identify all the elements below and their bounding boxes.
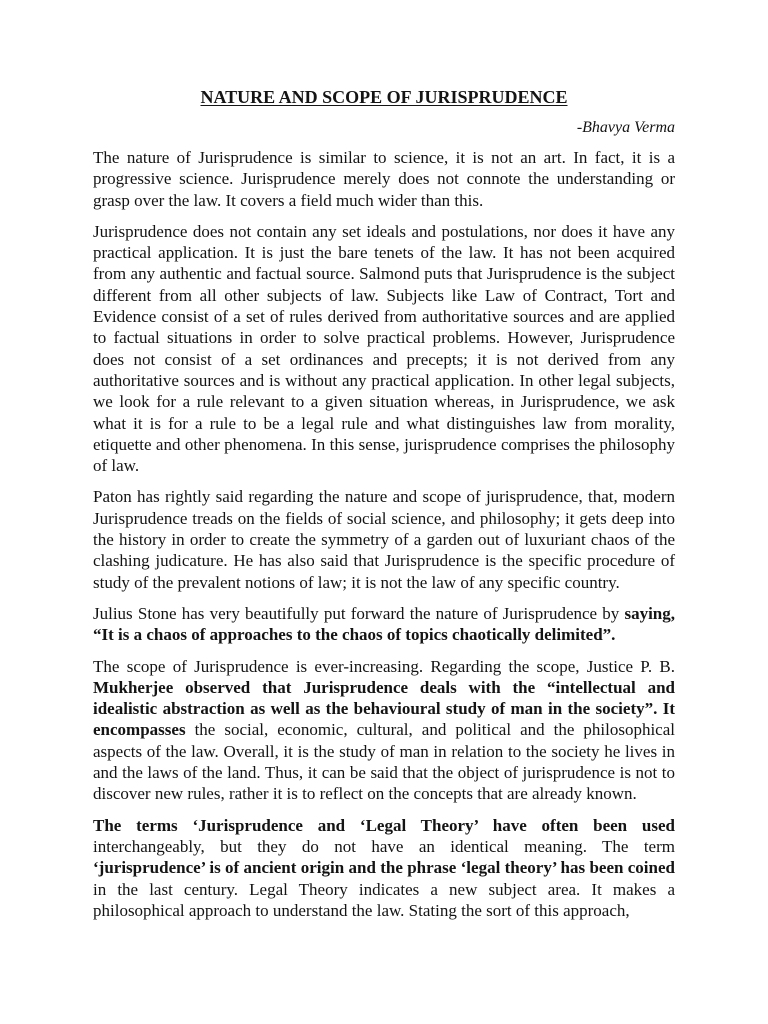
paragraph-text: Jurisprudence does not contain any set ideals and postulations, nor does it have any practical application. It is just the bare tenets of the law. It has not been acquired from any authentic and factual source. Salmond puts that Jurisprudence is the subject different from all other subjects of law. Subjects like Law of Contract, Tort and Evidence consist of a set of rules derived from authoritative sources and are applied to factual situations in order to solve practical problems. However, Jurisprudence does not consist of a set ordinances and precepts; it is not derived from any authoritative sources and is without any practical application. In other legal subjects, we look for a rule relevant to a given situation whereas, in Jurisprudence, we ask what it is for a rule to be a legal rule and what distinguishes law from morality, etiquette and other phenomena. In this sense, jurisprudence comprises the philosophy of law. — [93, 221, 675, 476]
paragraph-emphasis: Mukherjee observed that Jurisprudence deals with the “intellectual and idealistic abstraction as well as the behavioural study of man in the society”. It encompasses — [93, 677, 675, 740]
paragraph-emphasis: saying, “It is a chaos of approaches to the chaos of topics chaotically delimited”. — [93, 603, 675, 645]
document-title: NATURE AND SCOPE OF JURISPRUDENCE — [200, 87, 568, 107]
paragraph-text: The scope of Jurisprudence is ever-increasing. Regarding the scope, Justice P. B. — [93, 656, 675, 676]
paragraph-4 — [93, 603, 675, 646]
document-author: -Bhavya Verma — [576, 119, 675, 136]
paragraph-text: interchangeably, but they do not have an identical meaning. The term — [93, 836, 675, 856]
paragraph-5 — [93, 656, 675, 805]
paragraph-emphasis: ‘jurisprudence’ is of ancient origin and the phrase ‘legal theory’ has been coined — [93, 858, 675, 878]
paragraph-text: the social, economic, cultural, and political and the philosophical aspects of the law. Overall, it is the study of man in relation to the society he lives in and the laws of the land. Thus, it can be said that the object of jurisprudence is not to discover new rules, rather it is to reflect on the concepts that are already known. — [93, 720, 675, 804]
paragraph-text: Paton has rightly said regarding the nature and scope of jurisprudence, that, modern Jurisprudence treads on the fields of social science, and philosophy; it gets deep into the history in order to create the symmetry of a garden out of luxuriant chaos of the clashing judicature. He has also said that Jurisprudence is the specific procedure of study of the prevalent notions of law; it is not the law of any specific country. — [93, 487, 675, 592]
paragraph-3 — [93, 486, 675, 592]
paragraph-2 — [93, 221, 675, 477]
paragraph-text: Julius Stone has very beautifully put forward the nature of Jurisprudence by — [93, 603, 625, 623]
paragraph-emphasis: The terms ‘Jurisprudence and ‘Legal Theory’ have often been used — [93, 815, 675, 835]
paragraph-1 — [93, 147, 675, 211]
paragraph-text: The nature of Jurisprudence is similar to science, it is not an art. In fact, it is a progressive science. Jurisprudence merely does not connote the understanding or grasp over the law. It covers a field much wider than this. — [93, 148, 675, 210]
document-body — [93, 86, 675, 931]
paragraph-6 — [93, 815, 675, 921]
paragraph-text: in the last century. Legal Theory indicates a new subject area. It makes a philosophical approach to understand the law. Stating the sort of this approach, — [93, 879, 675, 920]
